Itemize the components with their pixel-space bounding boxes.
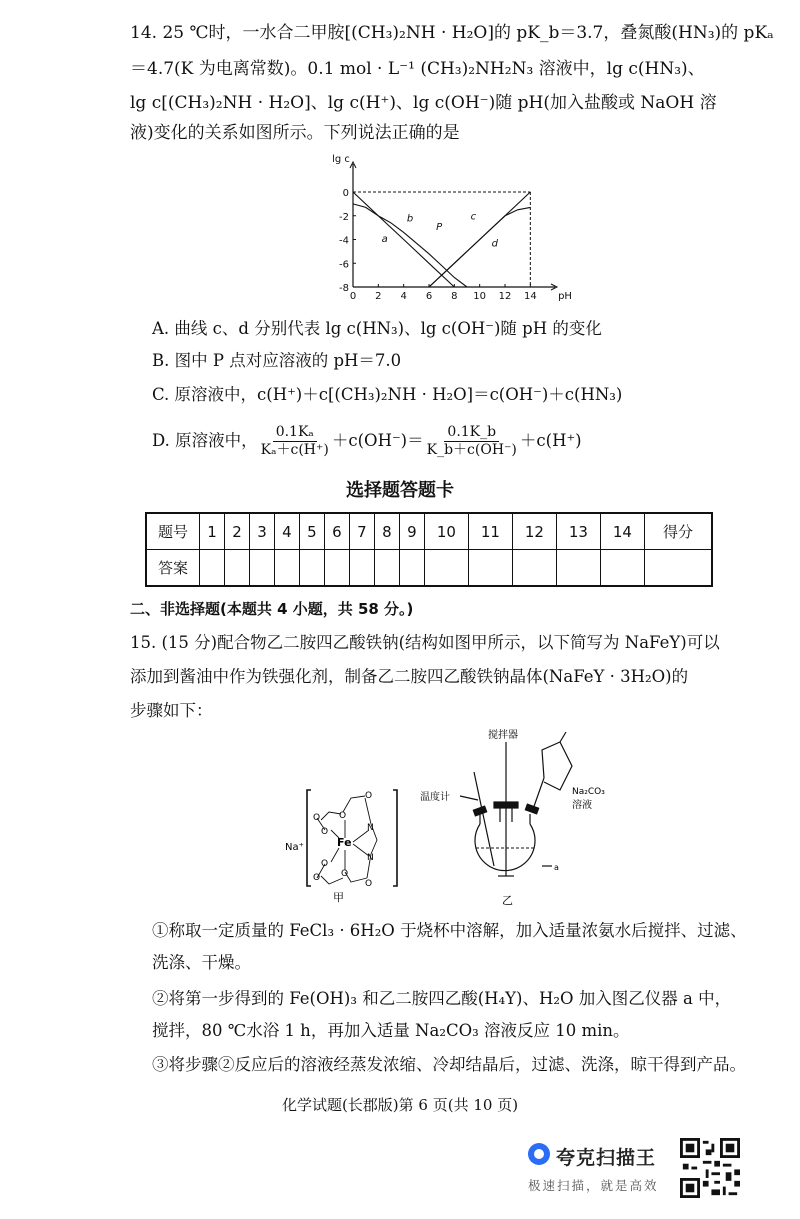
x-tick-label: 14: [523, 291, 537, 302]
number-cell: 14: [600, 513, 644, 550]
x-tick-label: 12: [498, 291, 512, 302]
page-footer: 化学试题(长郡版)第 6 页(共 10 页): [281, 1096, 519, 1114]
option-a: A. 曲线 c、d 分别代表 lg c(HN₃)、lg c(OH⁻)随 pH 的变化: [152, 319, 602, 338]
answer-cell[interactable]: [249, 550, 274, 587]
answer-cell[interactable]: [349, 550, 374, 587]
x-axis-label: pH: [558, 291, 572, 302]
stirrer-label: 搅拌器: [488, 730, 518, 741]
quark-logo-icon: [528, 1143, 550, 1165]
o-label-6: O: [313, 813, 321, 823]
x-tick-label: 10: [473, 291, 487, 302]
answer-cell[interactable]: [600, 550, 644, 587]
answer-cell[interactable]: [556, 550, 600, 587]
o-label-8: O: [365, 879, 373, 889]
option-c: C. 原溶液中，c(H⁺)＋c[(CH₃)₂NH · H₂O]＝c(OH⁻)＋c(HN₃): [152, 385, 623, 404]
curve-label-c: c: [470, 211, 477, 223]
n-label-2: N: [367, 853, 374, 863]
y-tick-label: -4: [339, 235, 349, 247]
question-number-row: [146, 513, 712, 550]
series-b-line: [353, 192, 454, 287]
option-d: [152, 424, 582, 459]
series-d-line: [429, 207, 530, 287]
x-tick-label: 0: [349, 291, 357, 302]
q15-line-1: 15. (15 分)配合物乙二胺四乙酸铁钠(结构如图甲所示，以下简写为 NaFeY)可以: [130, 633, 720, 652]
o-label-4: O: [341, 869, 349, 879]
fe-label: Fe: [337, 836, 352, 849]
step-1-line-2: 洗涤、干燥。: [152, 953, 251, 972]
step-3: ③将步骤②反应后的溶液经蒸发浓缩、冷却结晶后，过滤、洗涤，晾干得到产品。: [152, 1055, 746, 1074]
flask-label-a: a: [554, 863, 559, 872]
figure-jia-nafey-structure: [285, 768, 405, 903]
q14-line-2: ＝4.7(K 为电离常数)。0.1 mol · L⁻¹ (CH₃)₂NH₂N₃ 溶液中，lg c(HN₃)、: [130, 59, 705, 79]
answer-row: [146, 550, 712, 587]
x-tick-label: 6: [425, 291, 433, 302]
number-cell: 6: [324, 513, 349, 550]
option-d-fraction-2: [427, 424, 517, 459]
number-cell: 12: [512, 513, 556, 550]
score-cell[interactable]: [645, 550, 713, 587]
answer-cell[interactable]: [374, 550, 399, 587]
qr-code-icon: [680, 1138, 740, 1198]
thermometer-label: 温度计: [420, 792, 450, 803]
frac2-num: 0.1K_b: [444, 424, 499, 442]
answer-cell[interactable]: [399, 550, 424, 587]
score-label: 得分: [645, 513, 713, 550]
number-cell: 1: [200, 513, 225, 550]
option-d-mid: ＋c(OH⁻)＝: [331, 431, 424, 450]
answer-sheet-title: 选择题答题卡: [346, 480, 454, 501]
number-cell: 9: [399, 513, 424, 550]
reagent-label-2: 溶液: [572, 800, 592, 811]
answer-cell[interactable]: [512, 550, 556, 587]
q14-line-1: 14. 25 ℃时，一水合二甲胺[(CH₃)₂NH · H₂O]的 pK_b＝3.7，叠氮酸(HN₃)的 pKₐ: [130, 23, 774, 43]
fig-yi-caption: 乙: [502, 894, 513, 907]
answer-cell[interactable]: [274, 550, 299, 587]
frac1-num: 0.1Kₐ: [273, 424, 317, 442]
number-cell: 7: [349, 513, 374, 550]
x-tick-label: 2: [375, 291, 382, 302]
o-label-3: O: [321, 859, 329, 869]
y-tick-label: -8: [339, 283, 349, 294]
curve-label-P: P: [436, 222, 443, 233]
curve-label-d: d: [491, 238, 499, 250]
number-cell: 5: [299, 513, 324, 550]
brand-slogan: 极速扫描，就是高效: [528, 1178, 659, 1193]
na-label: Na⁺: [285, 842, 304, 853]
answer-cell[interactable]: [324, 550, 349, 587]
y-axis-label: lg c: [332, 154, 350, 165]
number-cell: 11: [468, 513, 512, 550]
q15-line-3: 步骤如下：: [130, 701, 213, 720]
answer-cell[interactable]: [200, 550, 225, 587]
step-2-line-1: ②将第一步得到的 Fe(OH)₃ 和乙二胺四乙酸(H₄Y)、H₂O 加入图乙仪器 a 中，: [152, 989, 732, 1008]
frac1-den: Kₐ＋c(H⁺): [260, 442, 329, 458]
lgc-ph-chart: [325, 150, 572, 310]
y-tick-label: -2: [339, 211, 349, 223]
option-b: B. 图中 P 点对应溶液的 pH＝7.0: [152, 351, 402, 370]
curve-label-a: a: [381, 233, 388, 245]
q15-line-2: 添加到酱油中作为铁强化剂，制备乙二胺四乙酸铁钠晶体(NaFeY · 3H₂O)的: [130, 667, 689, 686]
x-tick-label: 4: [400, 291, 407, 302]
o-label-1: O: [339, 811, 347, 821]
number-cell: 13: [556, 513, 600, 550]
answer-cell[interactable]: [299, 550, 324, 587]
answer-cell[interactable]: [224, 550, 249, 587]
n-label-1: N: [367, 823, 374, 833]
answer-cell[interactable]: [468, 550, 512, 587]
row-label-number: 题号: [146, 513, 200, 550]
q14-line-3: lg c[(CH₃)₂NH · H₂O]、lg c(H⁺)、lg c(OH⁻)随 pH(加入盐酸或 NaOH 溶: [130, 93, 717, 113]
x-tick-label: 8: [451, 291, 458, 302]
brand-name: 夸克扫描王: [556, 1147, 657, 1169]
o-label-2: O: [321, 827, 329, 837]
y-tick-label: -6: [339, 259, 349, 271]
o-label-7: O: [313, 873, 321, 883]
q14-line-4: 液)变化的关系如图所示。下列说法正确的是: [130, 123, 460, 143]
step-1-line-1: ①称取一定质量的 FeCl₃ · 6H₂O 于烧杯中溶解，加入适量浓氨水后搅拌、过滤、: [152, 921, 747, 940]
option-d-prefix: D. 原溶液中，: [152, 431, 258, 450]
number-cell: 8: [374, 513, 399, 550]
option-d-fraction-1: [261, 424, 329, 459]
fig-jia-caption: 甲: [333, 891, 344, 904]
number-cell: 10: [424, 513, 468, 550]
number-cell: 4: [274, 513, 299, 550]
number-cell: 3: [249, 513, 274, 550]
answer-cell[interactable]: [424, 550, 468, 587]
figure-yi-apparatus: [420, 726, 610, 906]
o-label-5: O: [365, 791, 373, 801]
option-d-suffix: ＋c(H⁺): [519, 431, 582, 450]
reagent-label-1: Na₂CO₃: [572, 787, 605, 797]
curve-label-b: b: [406, 213, 414, 225]
y-tick-label: 0: [342, 188, 349, 199]
section-2-heading: 二、非选择题(本题共 4 小题，共 58 分。): [130, 600, 414, 618]
step-2-line-2: 搅拌，80 ℃水浴 1 h，再加入适量 Na₂CO₃ 溶液反应 10 min。: [152, 1021, 630, 1040]
number-cell: 2: [224, 513, 249, 550]
answer-sheet-table: [145, 512, 713, 587]
frac2-den: K_b＋c(OH⁻): [426, 442, 517, 458]
row-label-answer: 答案: [146, 550, 200, 587]
